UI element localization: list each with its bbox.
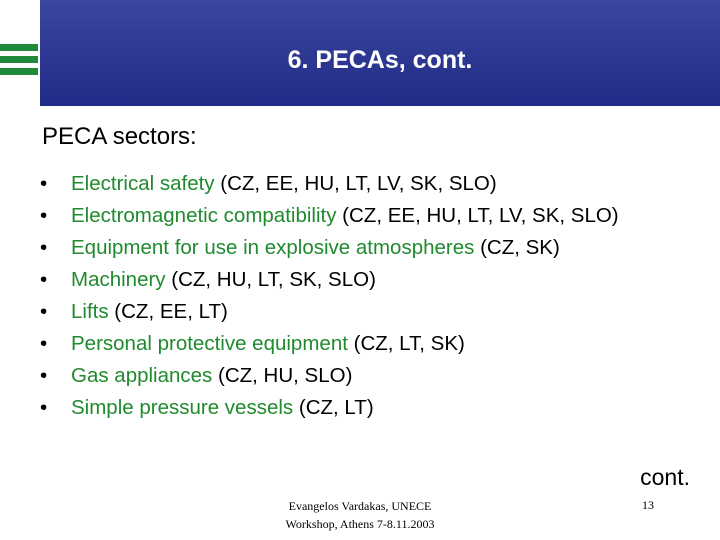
sector-name: Electrical safety xyxy=(71,172,215,195)
stripe xyxy=(0,56,38,63)
continued-label: cont. xyxy=(640,464,690,490)
sector-countries: (CZ, HU, LT, SK, SLO) xyxy=(165,268,376,291)
sector-countries: (CZ, SK) xyxy=(474,236,560,259)
stripe xyxy=(0,44,38,51)
list-item xyxy=(40,234,700,262)
footer-line-1: Evangelos Vardakas, UNECE xyxy=(288,499,432,513)
sector-countries: (CZ, LT) xyxy=(293,396,374,419)
decorative-stripes xyxy=(0,44,38,80)
sector-countries: (CZ, EE, HU, LT, LV, SK, SLO) xyxy=(214,172,497,195)
heading-bold: PECA xyxy=(42,123,107,150)
slide-title: 6. PECAs, cont. xyxy=(287,46,473,74)
sector-name: Personal protective equipment xyxy=(71,332,348,355)
sector-name: Equipment for use in explosive atmospheres xyxy=(71,236,475,259)
sector-name: Electromagnetic compatibility xyxy=(71,204,337,227)
list-item xyxy=(40,362,700,390)
sector-name: Lifts xyxy=(71,300,109,323)
sector-name: Machinery xyxy=(71,268,166,291)
list-item xyxy=(40,202,700,230)
sector-countries: (CZ, HU, SLO) xyxy=(212,364,353,387)
heading-rest: sectors: xyxy=(106,123,197,150)
list-item xyxy=(40,170,700,198)
page-number: 13 xyxy=(642,498,654,512)
section-heading xyxy=(42,123,197,151)
footer-credit xyxy=(250,497,470,533)
list-item xyxy=(40,298,700,326)
title-box xyxy=(40,0,720,106)
footer-line-2: Workshop, Athens 7-8.11.2003 xyxy=(285,517,435,531)
list-item xyxy=(40,266,700,294)
sector-name: Gas appliances xyxy=(71,364,213,387)
list-item xyxy=(40,394,700,422)
sector-countries: (CZ, LT, SK) xyxy=(347,332,465,355)
sector-list xyxy=(40,170,700,426)
stripe xyxy=(0,68,38,75)
sector-name: Simple pressure vessels xyxy=(71,396,294,419)
sector-countries: (CZ, EE, LT) xyxy=(108,300,228,323)
title-bar xyxy=(0,0,720,106)
list-item xyxy=(40,330,700,358)
sector-countries: (CZ, EE, HU, LT, LV, SK, SLO) xyxy=(336,204,619,227)
